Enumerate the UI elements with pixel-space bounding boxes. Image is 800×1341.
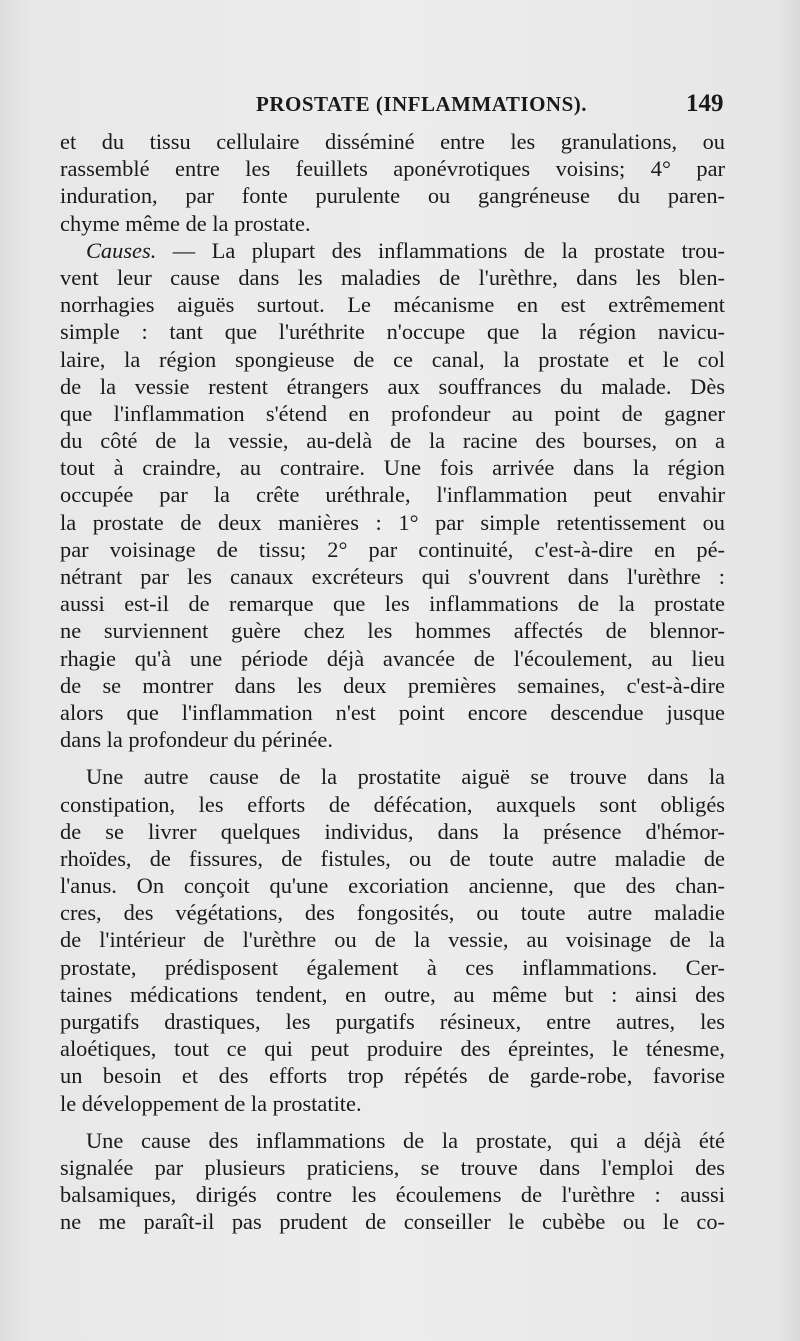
text-line: vent leur cause dans les maladies de l'urèthre, dans les blen- bbox=[60, 264, 725, 290]
text-line: induration, par fonte purulente ou gangréneuse du paren- bbox=[60, 183, 725, 209]
paragraph bbox=[60, 763, 725, 1116]
text-line: dans la profondeur du périnée. bbox=[60, 727, 333, 753]
paragraph bbox=[60, 128, 725, 237]
text-line: constipation, les efforts de défécation, auxquels sont obligés bbox=[60, 791, 725, 817]
text-line: ne me paraît-il pas prudent de conseiller le cubèbe ou le co- bbox=[60, 1209, 725, 1235]
text-line: la prostate de deux manières : 1° par simple retentissement ou bbox=[60, 509, 725, 535]
text-line: cres, des végétations, des fongosités, ou toute autre maladie bbox=[60, 900, 725, 926]
body-text bbox=[60, 128, 725, 1236]
text-line: nétrant par les canaux excréteurs qui s'ouvrent dans l'urèthre : bbox=[60, 564, 725, 589]
text-line: un besoin et des efforts trop répétés de garde-robe, favorise bbox=[60, 1063, 725, 1089]
text-line: chyme même de la prostate. bbox=[60, 210, 311, 236]
text-line: laire, la région spongieuse de ce canal, la prostate et le col bbox=[60, 346, 725, 372]
text-line: taines médications tendent, en outre, au même but : ainsi des bbox=[60, 981, 725, 1007]
page-number: 149 bbox=[686, 90, 724, 117]
text-line: simple : tant que l'uréthrite n'occupe que la région navicu- bbox=[60, 319, 725, 345]
text-line: et du tissu cellulaire disséminé entre les granulations, ou bbox=[60, 129, 725, 154]
section-lead-causes: Causes. bbox=[86, 237, 157, 263]
running-title: PROSTATE (INFLAMMATIONS). bbox=[256, 92, 588, 116]
text-line: de se livrer quelques individus, dans la présence d'hémor- bbox=[60, 818, 725, 844]
text-line: norrhagies aiguës surtout. Le mécanisme en est extrêmement bbox=[60, 292, 725, 318]
paragraph bbox=[60, 1127, 725, 1236]
text-line: rhagie qu'à une période déjà avancée de l'écoulement, au lieu bbox=[60, 645, 725, 671]
text-line: de la vessie restent étrangers aux souffrances du malade. Dès bbox=[60, 373, 725, 399]
text-line: purgatifs drastiques, les purgatifs résineux, entre autres, les bbox=[60, 1009, 725, 1034]
text-line: ne surviennent guère chez les hommes affectés de blennor- bbox=[60, 618, 725, 644]
page-header bbox=[0, 92, 800, 122]
text-line: de l'intérieur de l'urèthre ou de la vessie, au voisinage de la bbox=[60, 927, 725, 953]
text-line bbox=[60, 237, 725, 264]
text-line: occupée par la crête uréthrale, l'inflammation peut envahir bbox=[60, 482, 725, 508]
text-line: l'anus. On conçoit qu'une excoriation ancienne, que des chan- bbox=[60, 873, 725, 899]
text-line: signalée par plusieurs praticiens, se trouve dans l'emploi des bbox=[60, 1154, 725, 1180]
text-line: tout à craindre, au contraire. Une fois arrivée dans la région bbox=[60, 455, 725, 481]
text-line: alors que l'inflammation n'est point encore descendue jusque bbox=[60, 699, 725, 725]
text-line: aussi est-il de remarque que les inflammations de la prostate bbox=[60, 591, 725, 617]
text-line: que l'inflammation s'étend en profondeur au point de gagner bbox=[60, 400, 725, 426]
text-line-rest: — La plupart des inflammations de la prostate trou- bbox=[156, 237, 725, 263]
text-line: prostate, prédisposent également à ces inflammations. Cer- bbox=[60, 954, 725, 980]
text-line: balsamiques, dirigés contre les écoulemens de l'urèthre : aussi bbox=[60, 1182, 725, 1208]
text-line: Une cause des inflammations de la prostate, qui a déjà été bbox=[86, 1127, 725, 1153]
text-line: rassemblé entre les feuillets aponévrotiques voisins; 4° par bbox=[60, 156, 725, 182]
text-line: rhoïdes, de fissures, de fistules, ou de toute autre maladie de bbox=[60, 845, 725, 871]
text-line: Une autre cause de la prostatite aiguë se trouve dans la bbox=[86, 764, 725, 790]
text-line: du côté de la vessie, au-delà de la racine des bourses, on a bbox=[60, 428, 725, 454]
paragraph bbox=[60, 237, 725, 754]
text-line: le développement de la prostatite. bbox=[60, 1090, 362, 1116]
text-line: de se montrer dans les deux premières semaines, c'est-à-dire bbox=[60, 672, 725, 698]
text-line: par voisinage de tissu; 2° par continuité, c'est-à-dire en pé- bbox=[60, 536, 725, 562]
text-line: aloétiques, tout ce qui peut produire des épreintes, le ténesme, bbox=[60, 1036, 725, 1062]
